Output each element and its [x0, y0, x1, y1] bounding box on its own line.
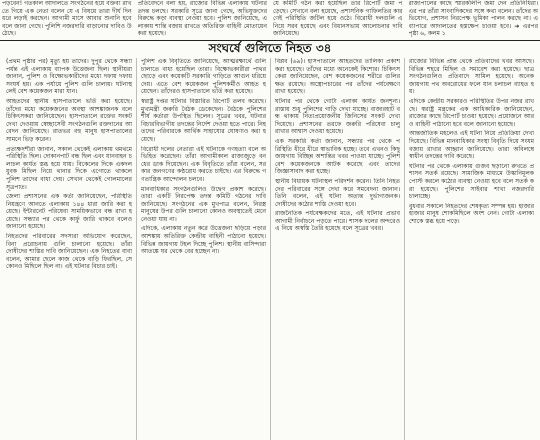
strip-paragraph: যে কমিটি গঠন করা হয়েছিল তার রিপোর্ট জমা পড়েছে। সেখানে বলা হয়েছে, প্রশাসনিক গাফিলতির কারণেই পরিস্থিতি জটিল হয়ে ওঠে। বিরোধী দলগুলি এ নিয়ে সরব হয়েছে এবং বিধানসভায় আলোচনার দাবি জানিয়েছে।: [273, 0, 403, 38]
body-paragraph: বিপ্লব (৬৯)। হাসপাতালে আহতদের তালিকা প্রকাশ করা হয়েছে। তাঁদের মধ্যে অনেকেই কিশোর। চিকিৎসকেরা জানিয়েছেন, বেশ কয়েকজনের শরীরে গুলির ক্ষত রয়েছে। অস্ত্রোপচারের পর তাঁদের পর্যবেক্ষণে রাখা হয়েছে।: [275, 58, 400, 96]
body-paragraph: বিরোধী দলের নেতারা এই ঘটনাকে গণহত্যা বলে অভিহিত করেছেন। তাঁরা আগামীকাল রাজ্যজুড়ে বনধের ডাক দিয়েছেন। এক বিবৃতিতে তাঁরা বলেন, সরকার জনগণের কণ্ঠরোধ করতে চাইছে। এর বিরুদ্ধে গণতান্ত্রিক আন্দোলন চলবে।: [141, 145, 266, 183]
article-headline: সংঘর্ষে গুলিতে নিহত ৩৪: [208, 41, 332, 55]
body-paragraph: বুধবার সকালে নিহতদের শেষকৃত্য সম্পন্ন হয়। হাজার হাজার মানুষ শোকমিছিলে অংশ নেন। গোটা এলাকা শোকে স্তব্ধ হয়ে পড়ে।: [409, 202, 534, 225]
body-paragraph: জেলা প্রশাসনের এক কর্তা জানিয়েছেন, পরিস্থিতি নিয়ন্ত্রণে আনতে এলাকায় ১৪৪ ধারা জারি করা হয়েছে। ইন্টারনেট পরিষেবা সাময়িকভাবে বন্ধ রাখা হয়েছে। সন্ধ্যার পর থেকে কার্ফু জারি থাকবে বলেও জানানো হয়েছে।: [6, 193, 132, 231]
body-paragraph: এদিকে কেন্দ্রীয় সরকারও পরিস্থিতির উপর নজর রাখছে। স্বরাষ্ট্র মন্ত্রকের এক আধিকারিক জানিয়েছেন, রাজ্যের কাছে রিপোর্ট চাওয়া হয়েছে। প্রয়োজনে আরও বাহিনী পাঠানো হবে বলে জানানো হয়েছে।: [409, 97, 534, 128]
body-paragraph: ঘটনার পর থেকে গোটা এলাকা কার্যত জনশূন্য। রাস্তায় শুধু পুলিশের গাড়ি দেখা যাচ্ছে। বাজারহাট বন্ধ থাকায় নিত্যপ্রয়োজনীয় জিনিসের সংকট দেখা দিয়েছে। প্রশাসনের তরফে জরুরি পরিষেবা চালু রাখার আশ্বাস দেওয়া হয়েছে।: [275, 97, 400, 136]
body-paragraph: (প্রথম পৃষ্ঠার পর) মৃত্যু হয় তাদের। দুপুর থেকে সন্ধ্যা পর্যন্ত এই এলাকায় ব্যাপক উত্তেজনা ছিল। স্থানীয়রা জানান, পুলিশ ও বিক্ষোভকারীদের মধ্যে দফায় দফায় সংঘর্ষ হয়। এক পর্যায়ে পুলিশ গুলি চালায়। ঘটনাস্থলেই বেশ কয়েকজন মারা যান।: [6, 58, 132, 96]
body-paragraph: পুলিশ এক বিবৃতিতে জানিয়েছে, আত্মরক্ষার্থে গুলি চালাতে বাধ্য হয়েছিল তারা। বিক্ষোভকারীরা পাথর ছোড়ে এবং কয়েকটি সরকারি গাড়িতে আগুন ধরিয়ে দেয়। এতে বেশ কয়েকজন পুলিশকর্মীও আহত হয়েছেন। তাঁদেরও হাসপাতালে ভর্তি করা হয়েছে।: [141, 58, 266, 96]
body-paragraph: মানবাধিকার সংগঠনগুলিও উদ্বেগ প্রকাশ করেছে। তারা একটি নিরপেক্ষ তদন্ত কমিটি গঠনের দাবি জানিয়েছে। সংগঠনের এক মুখপাত্র বলেন, নিরস্ত্র মানুষের উপর গুলি চালানো কোনও অবস্থাতেই মেনে নেওয়া যায় না।: [141, 185, 266, 223]
text-column: [404, 58, 538, 440]
body-paragraph: ঘটনার পর থেকে এলাকায় গুজব ছড়ানো রুখতে প্রশাসন সতর্ক রয়েছে। সামাজিক মাধ্যমে উস্কানিমূলক পোস্ট করলে কঠোর ব্যবস্থা নেওয়া হবে বলে সতর্ক করা হয়েছে। পুলিশের সাইবার শাখা নজরদারি চালাচ্ছে।: [409, 162, 534, 201]
body-paragraph: এক সরকারি কর্তা জানান, সন্ধ্যার পর থেকে পরিস্থিতি ধীরে ধীরে স্বাভাবিক হচ্ছে। তবে এখনও কিছু জায়গায় বিচ্ছিন্ন অশান্তির খবর পাওয়া যাচ্ছে। পুলিশ বেশ কয়েকজনকে আটক করেছে এবং তাদের জিজ্ঞাসাবাদ করা হচ্ছে।: [275, 137, 400, 176]
top-article-strip: [0, 0, 540, 40]
body-paragraph: আহতদের স্থানীয় হাসপাতালে ভর্তি করা হয়েছে। তাঁদের মধ্যে কয়েকজনের অবস্থা আশঙ্কাজনক বলে চিকিৎসকরা জানিয়েছেন। হাসপাতালে রক্তের সংকট দেখা দেওয়ায় স্বেচ্ছাসেবী সংগঠনগুলি রক্তদানের আবেদন জানিয়েছে। রাতভর বহু মানুষ হাসপাতালের সামনে ভিড় করেন।: [6, 97, 132, 143]
text-column: [2, 58, 136, 440]
article-body: [0, 58, 540, 440]
text-column: [270, 58, 404, 440]
body-paragraph: স্বরাষ্ট্র দপ্তর ঘটনার বিস্তারিত রিপোর্ট তলব করেছে। মুখ্যমন্ত্রী জরুরি বৈঠক ডেকেছেন। বৈঠকে পুলিশের শীর্ষ কর্তারা উপস্থিত ছিলেন। সূত্রের খবর, ঘটনার বিচারবিভাগীয় তদন্তের নির্দেশ দেওয়া হতে পারে। নিহতদের পরিবারকে আর্থিক সাহায্যের ঘোষণাও করা হয়েছে।: [141, 97, 266, 143]
strip-paragraph: প্রতিবেদনে বলা হয়, রাজ্যের বিভিন্ন এলাকায় ঘটনার তদন্ত চলছে। সরকারি সূত্রে জানা গেছে, অভিযুক্তদের বিরুদ্ধে কড়া ব্যবস্থা নেওয়া হবে। পুলিশ জানিয়েছে, এলাকায় শান্তি বজায় রাখতে অতিরিক্ত বাহিনী মোতায়েন করা হয়েছে।: [137, 0, 267, 38]
body-paragraph: রাজনৈতিক পর্যবেক্ষকদের মতে, এই ঘটনার প্রভাব আগামী নির্বাচনে পড়তে পারে। শাসক দলের অন্দরেও এ নিয়ে অস্বস্তি তৈরি হয়েছে বলে সূত্রের খবর।: [275, 210, 400, 233]
body-paragraph: আন্তর্জাতিক মহলেও এই ঘটনা নিয়ে প্রতিক্রিয়া দেখা দিয়েছে। বিভিন্ন মানবাধিকার সংস্থা বিবৃতি দিয়ে সংযম বজায় রাখার আহ্বান জানিয়েছে। তারা অবিলম্বে স্বাধীন তদন্তের দাবি করেছে।: [409, 130, 534, 161]
text-column: [136, 58, 270, 440]
body-paragraph: এদিকে, এলাকায় নতুন করে উত্তেজনা ছড়িয়ে পড়ার আশঙ্কায় অতিরিক্ত কেন্দ্রীয় বাহিনী পাঠানো হয়েছে। বিভিন্ন জায়গায় টহল দিচ্ছে পুলিশ। স্থানীয় বাসিন্দারা আতঙ্কে ঘর থেকে বের হচ্ছেন না।: [141, 225, 266, 256]
body-paragraph: প্রত্যক্ষদর্শীরা জানান, সকাল থেকেই এলাকায় থমথমে পরিস্থিতি ছিল। দোকানপাট বন্ধ ছিল এবং যানবাহন চলাচল কার্যত স্তব্ধ হয়ে যায়। বিকেলের দিকে একদল যুবক মিছিল নিয়ে থানার দিকে এগোতে থাকলে পুলিশ তাদের বাধা দেয়। সেখান থেকেই গোলমালের সূত্রপাত।: [6, 145, 132, 191]
body-paragraph: স্থানীয় বিধায়ক ঘটনাস্থল পরিদর্শন করেন। তিনি নিহতদের পরিবারের সঙ্গে দেখা করে সমবেদনা জানান। তিনি বলেন, এই ঘটনা অত্যন্ত দুর্ভাগ্যজনক। দোষীদের কঠোর শাস্তি দেওয়া হবে।: [275, 177, 400, 208]
strip-paragraph: পড়বেন! গতকাল আদালতে সংগঠনের হয়ে বক্তব্য রাখতে গিয়ে এক নেতা বলেন যে এ বিষয়ে তারা দীর্ঘ দিন ধরে লড়াই করছেন। আগামী মাসে আবার শুনানি হবে বলে জানা গেছে। পুলিশি নজরদারি বাড়ানোর দাবিও উঠেছে।: [2, 0, 132, 38]
strip-paragraph: রাজ্যপালের কাছে স্মারকলিপি জমা দেন প্রতিনিধিরা। এর পর তাঁরা সাংবাদিকদের সঙ্গে কথা বলেন। তাঁদের অভিযোগ, প্রশাসন নিরপেক্ষ ভূমিকা পালন করছে না। এ ব্যাপারে আদালতের হস্তক্ষেপ চাওয়া হবে। ➔ এরপর পৃষ্ঠা ৬, কলম ১: [408, 0, 538, 38]
body-paragraph: রাজ্যের বিভিন্ন প্রান্ত থেকে প্রতিবাদের খবর আসছে। বিভিন্ন শহরে মিছিল ও সমাবেশ করা হয়েছে। ছাত্র সংগঠনগুলিও প্রতিবাদে সামিল হয়েছে। অনেক জায়গায় পথ অবরোধের ফলে যান চলাচল ব্যাহত হয়।: [409, 58, 534, 96]
body-paragraph: নিহতদের পরিবারের সদস্যরা অভিযোগ করেছেন, বিনা প্ররোচনায় গুলি চালানো হয়েছে। তাঁরা দোষীদের শাস্তির দাবি জানিয়েছেন। এক নিহতের বাবা বলেন, আমার ছেলে কাজ থেকে বাড়ি ফিরছিল, সে কোনও মিছিলে ছিল না। এই ঘটনার বিচার চাই।: [6, 233, 132, 271]
